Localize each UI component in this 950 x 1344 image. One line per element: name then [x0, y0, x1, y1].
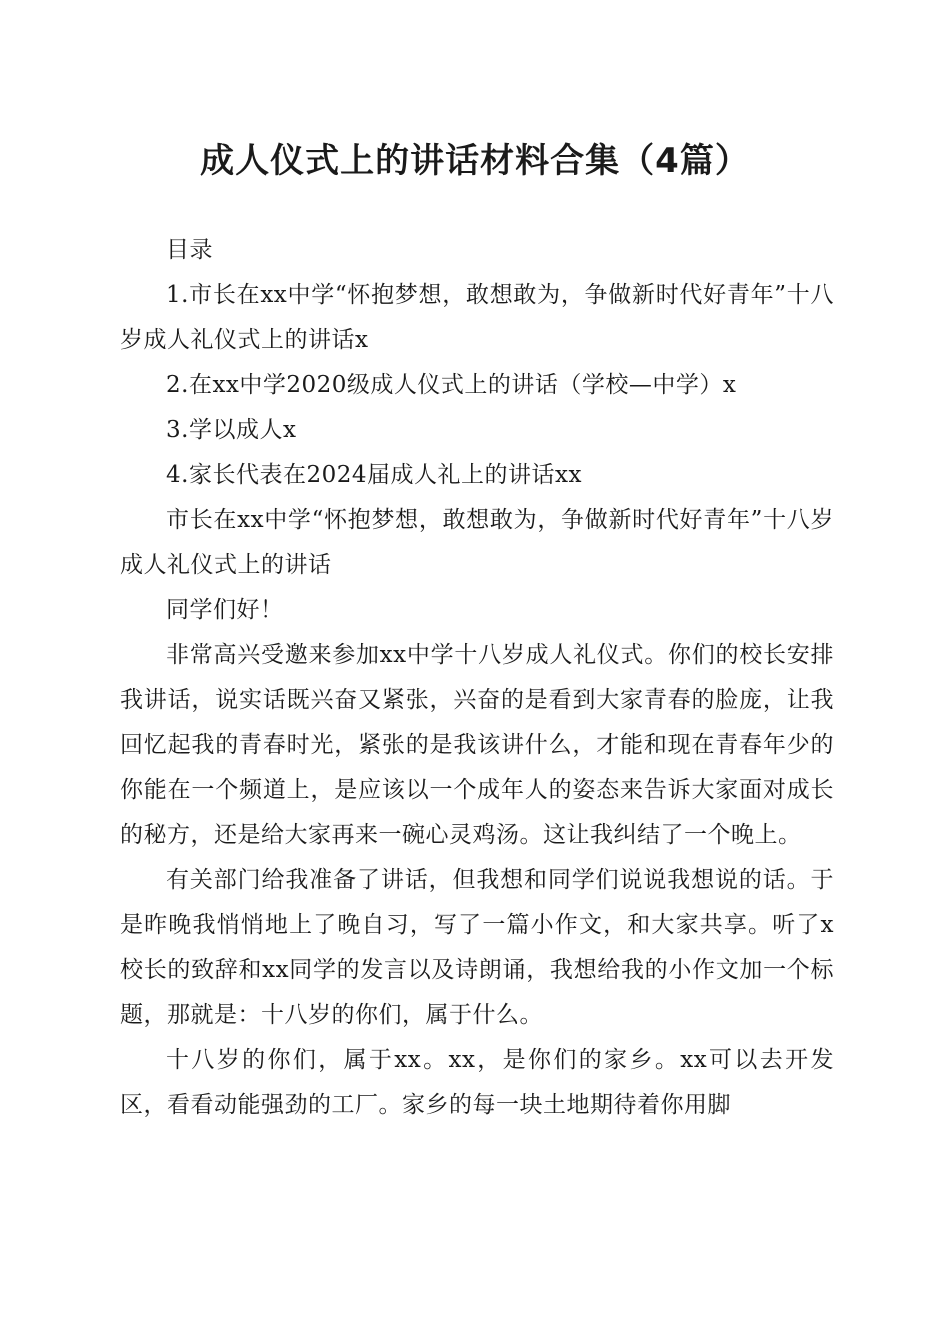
document-title: 成人仪式上的讲话材料合集（4篇）	[200, 141, 750, 181]
toc-item-4: 4.家长代表在2024届成人礼上的讲话xx	[166, 462, 582, 488]
toc-item-2: 2.在xx中学2020级成人仪式上的讲话（学校—中学）x	[166, 372, 737, 398]
speech-greeting: 同学们好！	[166, 597, 284, 623]
toc-item-1: 1.市长在xx中学“怀抱梦想，敢想敢为，争做新时代好青年”十八岁成人礼仪式上的讲话x	[120, 282, 834, 353]
toc-item-3: 3.学以成人x	[166, 417, 297, 443]
toc-heading: 目录	[166, 237, 213, 263]
speech-paragraph-3: 十八岁的你们，属于xx。xx，是你们的家乡。xx可以去开发区，看看动能强劲的工厂。家乡的每一块土地期待着你用脚	[120, 1047, 834, 1118]
speech-paragraph-2: 有关部门给我准备了讲话，但我想和同学们说说我想说的话。于是昨晚我悄悄地上了晚自习，写了一篇小作文，和大家共享。听了x校长的致辞和xx同学的发言以及诗朗诵，我想给我的小作文加一个标题，那就是：十八岁的你们，属于什么。	[120, 867, 834, 1028]
document-body	[120, 228, 834, 1128]
speech-title: 市长在xx中学“怀抱梦想，敢想敢为，争做新时代好青年”十八岁成人礼仪式上的讲话	[120, 507, 834, 578]
speech-paragraph-1: 非常高兴受邀来参加xx中学十八岁成人礼仪式。你们的校长安排我讲话，说实话既兴奋又紧张，兴奋的是看到大家青春的脸庞，让我回忆起我的青春时光，紧张的是我该讲什么，才能和现在青春年少的你能在一个频道上，是应该以一个成年人的姿态来告诉大家面对成长的秘方，还是给大家再来一碗心灵鸡汤。这让我纠结了一个晚上。	[120, 642, 834, 848]
